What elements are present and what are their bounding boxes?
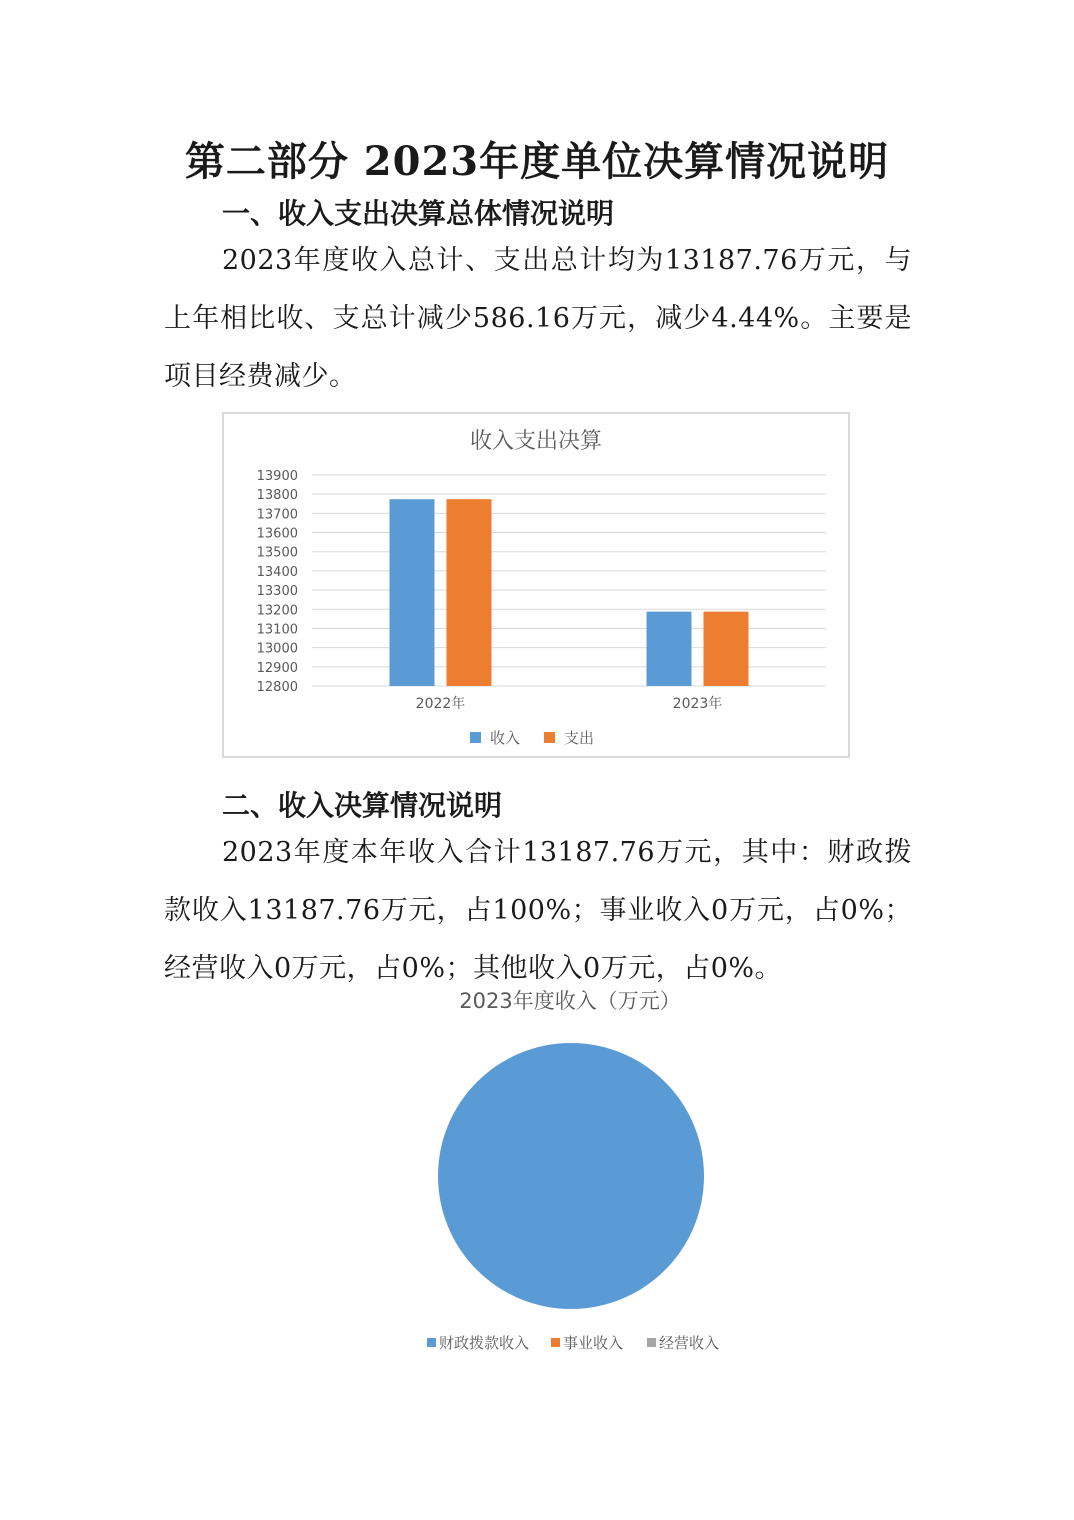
bar-expense (447, 499, 492, 686)
legend-label: 财政拨款收入 (439, 1334, 530, 1352)
pie-chart (380, 980, 760, 1370)
y-tick-label: 13400 (256, 564, 298, 580)
bar-income (647, 612, 692, 686)
y-tick-label: 13200 (256, 603, 298, 619)
y-tick-label: 13300 (256, 584, 298, 600)
pie-slice (438, 1043, 704, 1309)
pie-chart-frame (380, 980, 760, 1370)
bar-expense (704, 612, 749, 686)
legend-swatch (427, 1338, 436, 1347)
y-tick-label: 12900 (256, 660, 298, 676)
legend-swatch (647, 1338, 656, 1347)
bar-chart-frame (222, 412, 850, 758)
x-tick-label: 2023年 (672, 696, 723, 712)
y-tick-label: 13000 (256, 641, 298, 657)
pie-chart-title: 2023年度收入（万元） (459, 989, 681, 1013)
legend-label: 支出 (564, 729, 595, 747)
page-title: 第二部分 2023年度单位决算情况说明 (184, 138, 890, 185)
legend-swatch (551, 1338, 560, 1347)
x-tick-label: 2022年 (415, 696, 466, 712)
y-tick-label: 13800 (256, 488, 298, 504)
y-tick-label: 13700 (256, 507, 298, 523)
legend-swatch (544, 732, 555, 743)
section-1-paragraph: 2023年度收入总计、支出总计均为13187.76万元，与上年相比收、支总计减少586.16万元，减少4.44%。主要是项目经费减少。 (164, 245, 912, 392)
y-tick-label: 13100 (256, 622, 298, 638)
legend-label: 事业收入 (563, 1334, 624, 1352)
section-2-paragraph: 2023年度本年收入合计13187.76万元，其中：财政拨款收入13187.76万元，占100%；事业收入0万元，占0%；经营收入0万元，占0%；其他收入0万元，占0%。 (164, 837, 912, 984)
legend-swatch (470, 732, 481, 743)
legend-label: 收入 (490, 729, 521, 747)
bar-chart-title: 收入支出决算 (469, 429, 603, 454)
y-tick-label: 13500 (256, 545, 298, 561)
bar-income (390, 499, 435, 686)
bar-chart (224, 414, 848, 756)
section-heading-2: 二、收入决算情况说明 (222, 789, 503, 822)
y-tick-label: 13900 (256, 469, 298, 484)
legend-label: 经营收入 (659, 1334, 720, 1352)
section-heading-1: 一、收入支出决算总体情况说明 (222, 197, 615, 230)
y-tick-label: 13600 (256, 526, 298, 542)
y-tick-label: 12800 (256, 680, 298, 695)
